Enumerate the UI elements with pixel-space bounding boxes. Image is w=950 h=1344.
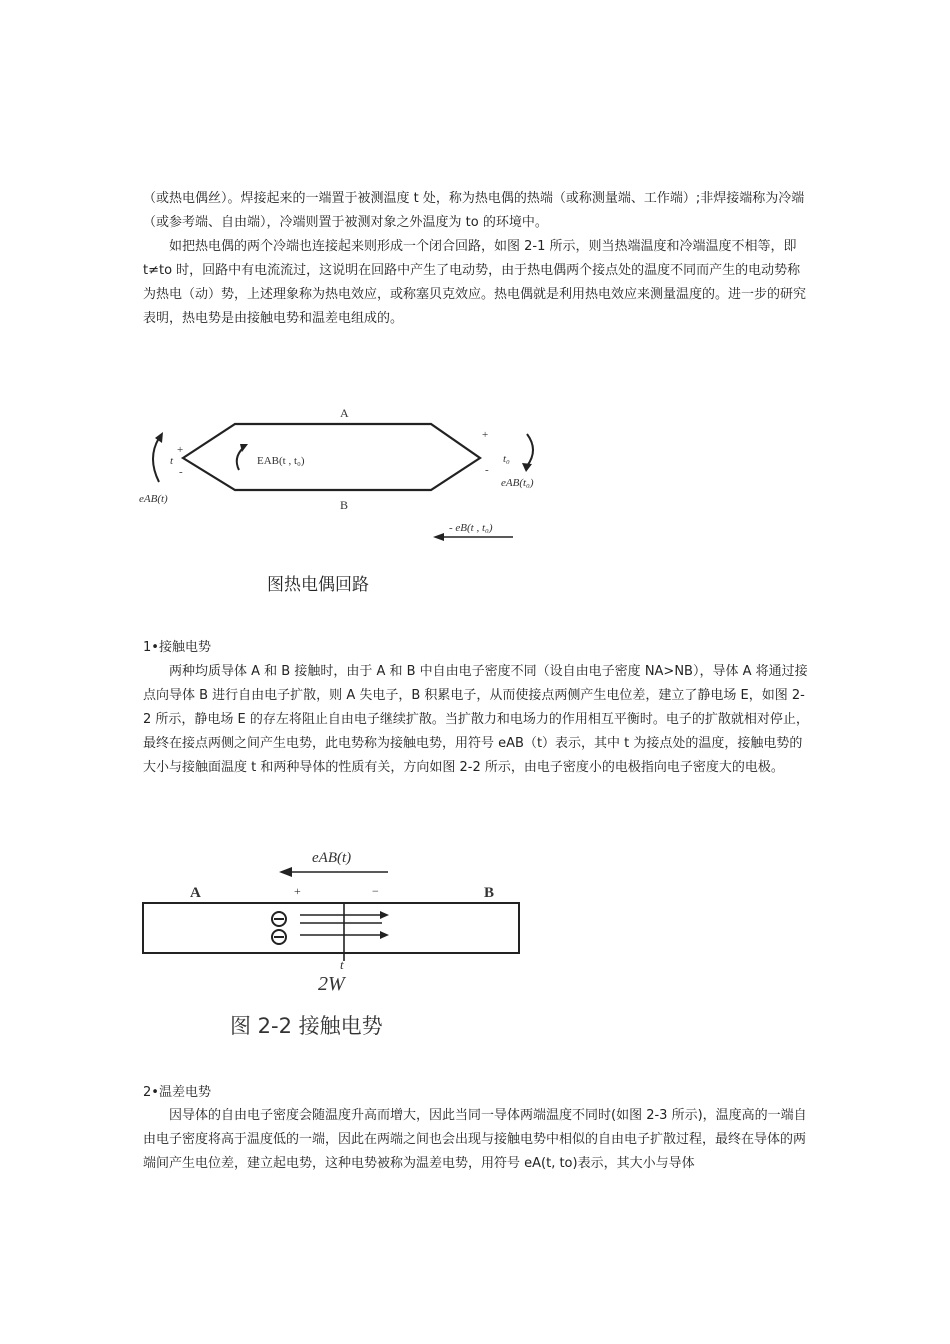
paragraph-cold-end: （或热电偶丝）。焊接起来的一端置于被测温度 t 处，称为热电偶的热端（或称测量端、工作端）;非焊接端称为冷端（或参考端、自由端），冷端则置于被测对象之外温度为 to 的环境中。 <box>143 191 805 230</box>
paragraph-thermal-potential: 因导体的自由电子密度会随温度升高而增大，因此当同一导体两端温度不同时(如图 2-3 所示)，温度高的一端自由电子密度将高于温度低的一端，因此在两端之间也会出现与接触电势中相似的自由电子扩散过程，最终在导体的两端间产生电位差，建立起电势，这种电势被称为温差电势，用符号 eA(t, to)表示，其大小与导体 <box>143 1108 807 1171</box>
arc-arrow-right-head <box>522 463 532 472</box>
figure1-caption: 图热电偶回路 <box>267 575 369 595</box>
paragraph-contact-potential: 两种均质导体 A 和 B 接触时，由于 A 和 B 中自由电子密度不同（设自由电子密度 NA>NB），导体 A 将通过接点向导体 B 进行自由电子扩散，则 A 失电子，B 积累电子，从而使接点两侧产生电位差，建立了静电场 E，如图 2-2 所示，静电场 E 的存左将阻止自由电子继续扩散。当扩散力和电场力的作用相互平衡时。电子的扩散就相对停止，最终在接点两侧之间产生电势，此电势称为接触电势，用符号 eAB（t）表示，其中 t 为接点处的温度，接触电势的大小与接触面温度 t 和两种导体的性质有关，方向如图 2-2 所示，由电子密度小的电极指向电子密度大的电极。 <box>143 664 809 775</box>
label-minus-right: - <box>485 464 489 476</box>
heading-contact-potential: 1•接触电势 <box>143 640 211 655</box>
eab-arrow-head <box>279 867 292 877</box>
label-t: t <box>170 455 174 467</box>
label-conductor-a: A <box>340 406 349 420</box>
eb-arrow-head <box>433 533 444 541</box>
label-minus: − <box>372 884 379 898</box>
conductor-bar <box>143 903 519 953</box>
label-b: B <box>484 885 495 901</box>
label-eb: - eB(t , t₀) <box>449 522 493 534</box>
label-eab-t0: eAB(t₀) <box>501 477 534 489</box>
label-plus: + <box>294 884 301 898</box>
label-plus-right: + <box>482 429 489 441</box>
heading-thermal-potential: 2•温差电势 <box>143 1085 211 1100</box>
label-t0: t₀ <box>503 453 510 465</box>
paragraph-thermoelectric-effect: 如把热电偶的两个冷端也连接起来则形成一个闭合回路，如图 2-1 所示，则当热端温度和冷端温度不相等，即 t≠to 时，回路中有电流流过，这说明在回路中产生了电动势，由于热电偶两个接点处的温度不同而产生的电动势称为热电（动）势，上述理象称为热电效应，或称塞贝克效应。热电偶就是利用热电效应来测量温度的。进一步的研究表明，热电势是由接触电势和温差电组成的。 <box>143 239 807 326</box>
label-plus-left: + <box>177 444 184 456</box>
label-2w: 2W <box>318 973 345 995</box>
arc-arrow-left-icon <box>153 438 159 482</box>
label-conductor-b: B <box>340 498 349 512</box>
loop-outline <box>183 424 480 490</box>
label-eab-loop: EAB(t , t₀) <box>257 455 305 467</box>
arc-arrow-right-icon <box>527 434 533 466</box>
figure2-caption: 图 2-2 接触电势 <box>230 1014 383 1038</box>
label-eab-t: eAB(t) <box>139 493 168 505</box>
label-minus-left: - <box>179 466 183 478</box>
label-a: A <box>190 885 201 901</box>
figure-thermocouple-loop <box>135 400 555 550</box>
label-t: t <box>340 957 344 972</box>
label-eab: eAB(t) <box>312 850 352 866</box>
figure-contact-potential <box>140 845 525 995</box>
